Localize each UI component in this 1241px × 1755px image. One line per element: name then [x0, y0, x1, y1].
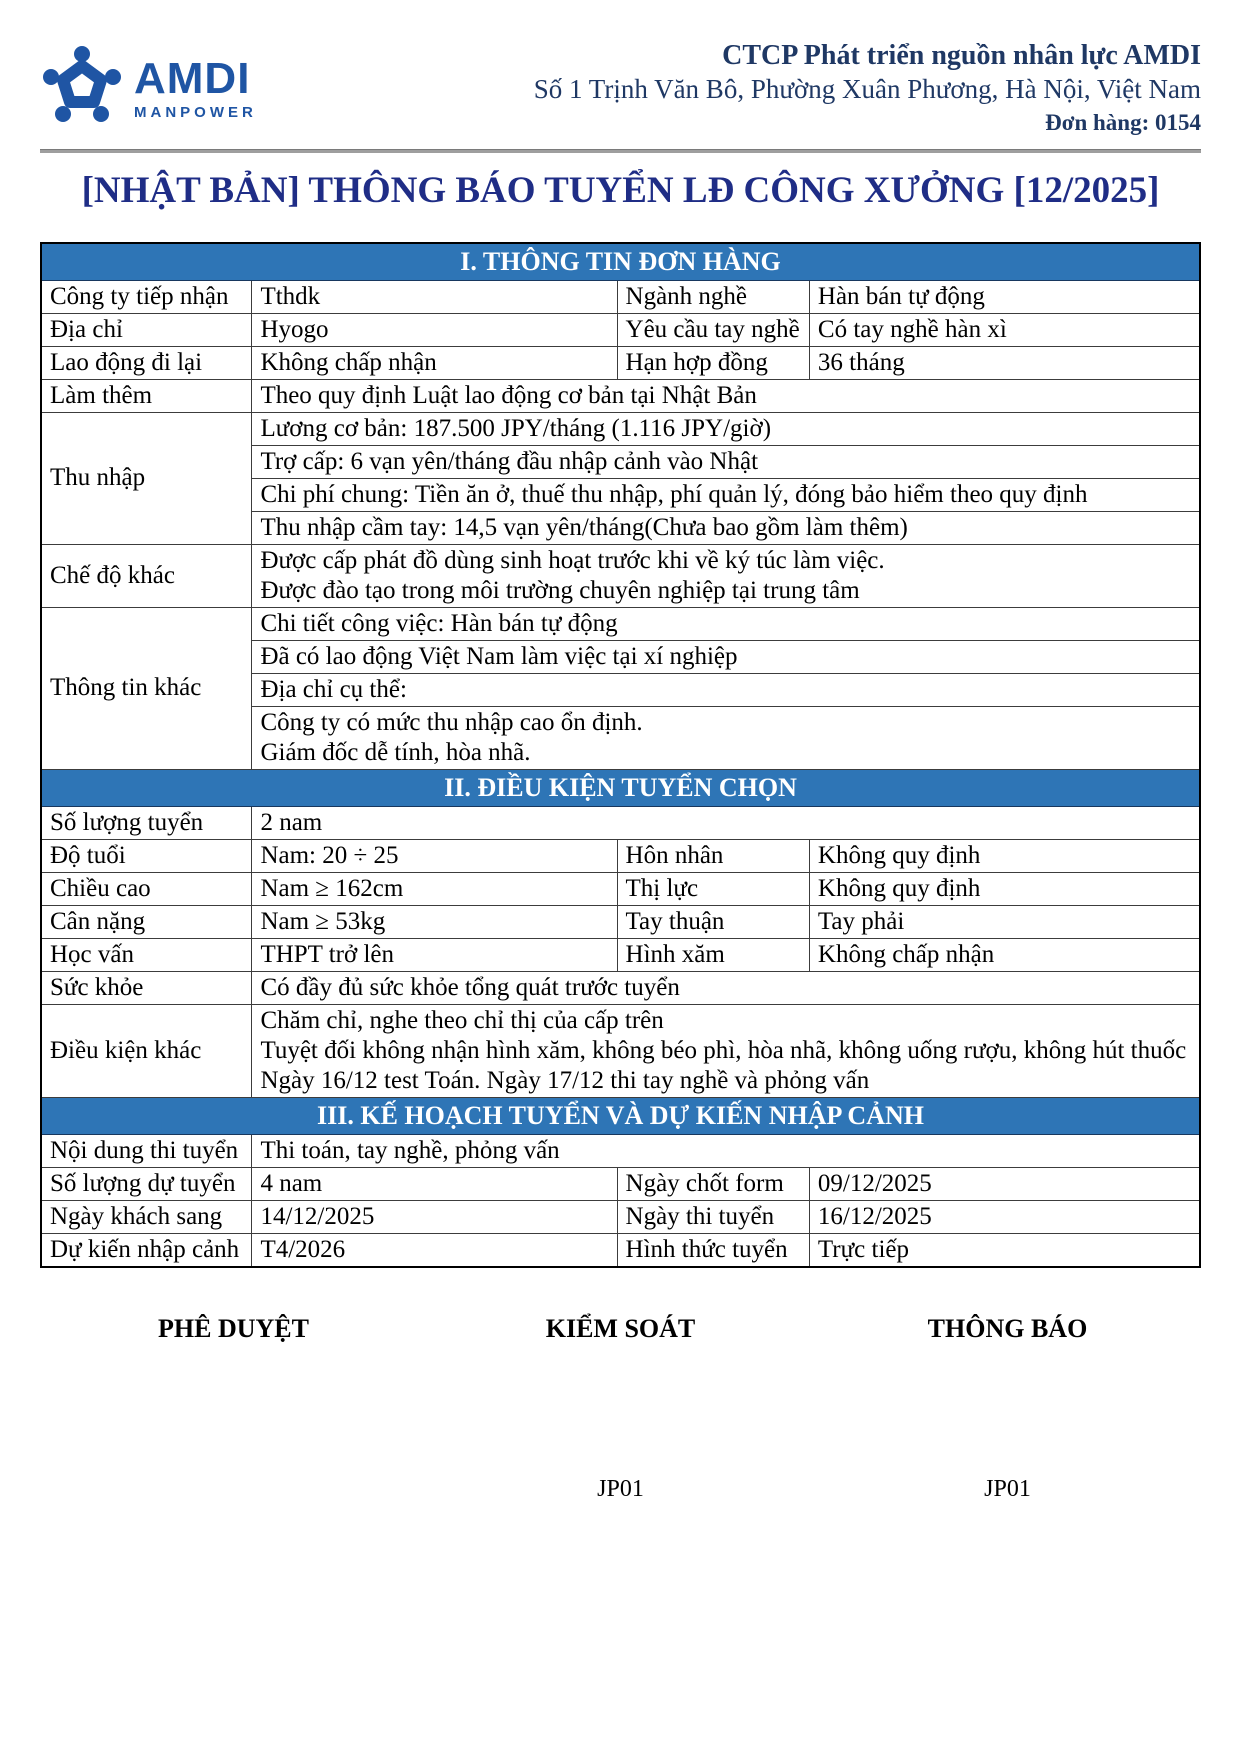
- table-cell: Không chấp nhận: [252, 346, 617, 379]
- table-row: [41, 379, 1200, 412]
- table-cell: Cân nặng: [41, 905, 252, 938]
- table-row: [41, 1134, 1200, 1167]
- document-header: [40, 36, 1201, 139]
- table-cell: Làm thêm: [41, 379, 252, 412]
- table-cell: Số lượng tuyển: [41, 806, 252, 839]
- table-cell: 2 nam: [252, 806, 1200, 839]
- company-name: CTCP Phát triển nguồn nhân lực AMDI: [722, 40, 1201, 71]
- table-cell: Tthdk: [252, 280, 617, 313]
- stamp-notice: JP01: [984, 1475, 1031, 1502]
- table-cell: Nội dung thi tuyển: [41, 1134, 252, 1167]
- table-cell: Có tay nghề hàn xì: [809, 313, 1200, 346]
- logo-text: [134, 54, 257, 121]
- table-cell: Không chấp nhận: [809, 938, 1200, 971]
- table-cell: Dự kiến nhập cảnh: [41, 1233, 252, 1267]
- logo-subtitle: MANPOWER: [134, 104, 257, 121]
- cell-line: Chăm chỉ, nghe theo chỉ thị của cấp trên: [260, 1006, 664, 1034]
- table-cell: T4/2026: [252, 1233, 617, 1267]
- section-header: III. KẾ HOẠCH TUYỂN VÀ DỰ KIẾN NHẬP CẢNH: [41, 1097, 1200, 1134]
- table-cell: 16/12/2025: [809, 1200, 1200, 1233]
- table-cell: Thông tin khác: [41, 607, 252, 769]
- table-row: [41, 607, 1200, 640]
- table-cell: Học vấn: [41, 938, 252, 971]
- table-cell: Điều kiện khác: [41, 1004, 252, 1097]
- table-cell: [252, 544, 1200, 607]
- table-cell: Có đầy đủ sức khỏe tổng quát trước tuyển: [252, 971, 1200, 1004]
- section-header-row: [41, 243, 1200, 281]
- table-cell: Ngày khách sang: [41, 1200, 252, 1233]
- table-row: [41, 1004, 1200, 1097]
- cell-line: Giám đốc dễ tính, hòa nhã.: [260, 738, 531, 766]
- cell-line: Được đào tạo trong môi trường chuyên nghiệp tại trung tâm: [260, 576, 860, 604]
- table-cell: Trực tiếp: [809, 1233, 1200, 1267]
- signature-label-notice: THÔNG BÁO: [927, 1313, 1088, 1343]
- table-cell: Lao động đi lại: [41, 346, 252, 379]
- table-cell: Hyogo: [252, 313, 617, 346]
- table-cell: Nam ≥ 162cm: [252, 872, 617, 905]
- signature-label-approve: PHÊ DUYỆT: [158, 1313, 309, 1343]
- amdi-people-circle-icon: [40, 44, 124, 133]
- company-info: [534, 36, 1201, 139]
- table-cell: Hạn hợp đồng: [617, 346, 809, 379]
- signature-row: [40, 1314, 1201, 1344]
- table-cell: Nam: 20 ÷ 25: [252, 839, 617, 872]
- page-title: [NHẬT BẢN] THÔNG BÁO TUYỂN LĐ CÔNG XƯỞNG [12/2025]: [81, 169, 1160, 211]
- table-cell: Nam ≥ 53kg: [252, 905, 617, 938]
- table-cell: Hình xăm: [617, 938, 809, 971]
- cell-line: Được cấp phát đồ dùng sinh hoạt trước khi về ký túc làm việc.: [260, 546, 885, 574]
- table-cell: Hôn nhân: [617, 839, 809, 872]
- table-cell: Thị lực: [617, 872, 809, 905]
- cell-line: Ngày 16/12 test Toán. Ngày 17/12 thi tay nghề và phỏng vấn: [260, 1066, 870, 1094]
- table-cell: Chi phí chung: Tiền ăn ở, thuế thu nhập, phí quản lý, đóng bảo hiểm theo quy định: [252, 478, 1200, 511]
- info-table: [40, 242, 1201, 1268]
- cell-line: Công ty có mức thu nhập cao ổn định.: [260, 708, 643, 736]
- table-row: [41, 872, 1200, 905]
- table-cell: Ngày chốt form: [617, 1167, 809, 1200]
- table-cell: Tay phải: [809, 905, 1200, 938]
- table-cell: Thi toán, tay nghề, phỏng vấn: [252, 1134, 1200, 1167]
- table-cell: Trợ cấp: 6 vạn yên/tháng đầu nhập cảnh vào Nhật: [252, 445, 1200, 478]
- table-row: [41, 1200, 1200, 1233]
- table-cell: Hàn bán tự động: [809, 280, 1200, 313]
- table-cell: [252, 706, 1200, 769]
- table-cell: Địa chỉ: [41, 313, 252, 346]
- table-row: [41, 313, 1200, 346]
- table-row: [41, 412, 1200, 445]
- table-cell: 14/12/2025: [252, 1200, 617, 1233]
- info-table-body: [41, 243, 1200, 1267]
- section-header: I. THÔNG TIN ĐƠN HÀNG: [41, 243, 1200, 281]
- table-cell: Không quy định: [809, 872, 1200, 905]
- table-cell: Hình thức tuyển: [617, 1233, 809, 1267]
- table-cell: Theo quy định Luật lao động cơ bản tại Nhật Bản: [252, 379, 1200, 412]
- table-row: [41, 1233, 1200, 1267]
- table-cell: Yêu cầu tay nghề: [617, 313, 809, 346]
- table-cell: Số lượng dự tuyển: [41, 1167, 252, 1200]
- section-header-row: [41, 769, 1200, 806]
- stamp-row: [40, 1476, 1201, 1503]
- table-row: [41, 905, 1200, 938]
- cell-line: Tuyệt đối không nhận hình xăm, không béo phì, hòa nhã, không uống rượu, không hút thuốc: [260, 1036, 1187, 1064]
- table-cell: Chiều cao: [41, 872, 252, 905]
- table-row: [41, 1167, 1200, 1200]
- table-cell: Chi tiết công việc: Hàn bán tự động: [252, 607, 1200, 640]
- table-cell: Lương cơ bản: 187.500 JPY/tháng (1.116 JPY/giờ): [252, 412, 1200, 445]
- table-cell: Đã có lao động Việt Nam làm việc tại xí nghiệp: [252, 640, 1200, 673]
- table-cell: 09/12/2025: [809, 1167, 1200, 1200]
- table-cell: Công ty tiếp nhận: [41, 280, 252, 313]
- signature-label-control: KIỂM SOÁT: [545, 1313, 696, 1343]
- table-cell: Ngành nghề: [617, 280, 809, 313]
- order-number: Đơn hàng: 0154: [1045, 109, 1201, 135]
- table-row: [41, 839, 1200, 872]
- table-row: [41, 806, 1200, 839]
- section-header: II. ĐIỀU KIỆN TUYỂN CHỌN: [41, 769, 1200, 806]
- company-logo: [40, 36, 257, 133]
- table-cell: Thu nhập: [41, 412, 252, 544]
- table-cell: 4 nam: [252, 1167, 617, 1200]
- table-cell: Độ tuổi: [41, 839, 252, 872]
- table-row: [41, 971, 1200, 1004]
- logo-name: AMDI: [134, 54, 251, 103]
- table-cell: Không quy định: [809, 839, 1200, 872]
- table-cell: [252, 1004, 1200, 1097]
- table-cell: THPT trở lên: [252, 938, 617, 971]
- table-cell: Tay thuận: [617, 905, 809, 938]
- table-cell: Chế độ khác: [41, 544, 252, 607]
- table-cell: 36 tháng: [809, 346, 1200, 379]
- section-header-row: [41, 1097, 1200, 1134]
- table-row: [41, 346, 1200, 379]
- table-row: [41, 280, 1200, 313]
- table-cell: Sức khỏe: [41, 971, 252, 1004]
- table-cell: Ngày thi tuyển: [617, 1200, 809, 1233]
- table-cell: Thu nhập cầm tay: 14,5 vạn yên/tháng(Chưa bao gồm làm thêm): [252, 511, 1200, 544]
- stamp-control: JP01: [597, 1475, 644, 1502]
- header-divider: [40, 149, 1201, 153]
- table-row: [41, 938, 1200, 971]
- company-address: Số 1 Trịnh Văn Bô, Phường Xuân Phương, Hà Nội, Việt Nam: [533, 74, 1201, 104]
- table-row: [41, 544, 1200, 607]
- table-cell: Địa chỉ cụ thể:: [252, 673, 1200, 706]
- stamp-empty: [40, 1476, 427, 1503]
